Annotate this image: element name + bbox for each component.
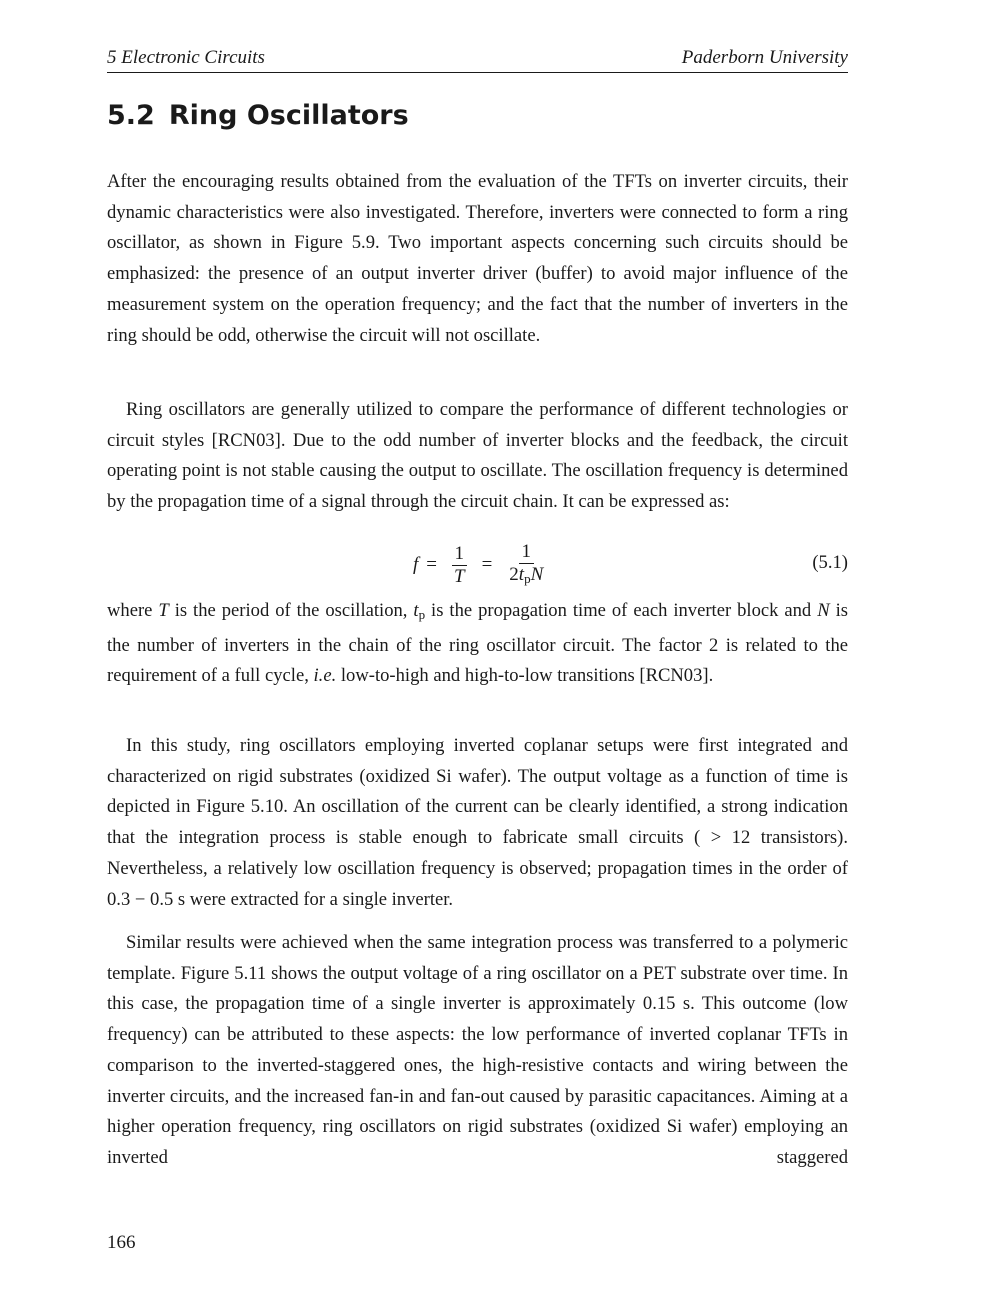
fraction-denominator: T [454, 565, 465, 587]
equation-body [413, 540, 552, 590]
paragraph-5: Similar results were achieved when the same integration process was transferred to a polymeric template. Figure 5.11 shows the output voltage of a ring oscillator on a PET substrate over time. In this case, the propagation time of a single inverter is approximately 0.15 s. This outcome (low frequency) can be attributed to these aspects: the low performance of inverted coplanar TFTs in comparison to the inverted-staggered ones, the high-resistive contacts and wiring between the inverter circuits, and the increased fan-in and fan-out caused by parasitic capacitances. Aiming at a higher operation frequency, ring oscillators on rigid substrates (oxidized Si wafer) employing an inverted staggered [107, 932, 848, 1168]
equation-5-1 [107, 540, 848, 590]
section-number: 5.2 [107, 100, 155, 131]
paragraph-2: Ring oscillators are generally utilized to compare the performance of different technologies or circuit styles [RCN03]. Due to the odd number of inverter blocks and the feedback, the circuit operating point is not stable causing the output to oscillate. The oscillation frequency is determined by the propagation time of a signal through the circuit chain. It can be expressed as: [107, 399, 848, 513]
fraction-numerator: 1 [452, 543, 468, 566]
equation-lhs: f [413, 554, 419, 575]
paragraph-4: In this study, ring oscillators employing inverted coplanar setups were first integrated and characterized on rigid substrates (oxidized Si wafer). The output voltage as a function of time is depicted in Figure 5.10. An oscillation of the current can be clearly identified, a strong indication that the integration process is stable enough to fabricate small circuits ( > 12 transistors). Nevertheless, a relatively low oscillation frequency is observed; propagation times in the order of 0.3 − 0.5 s were extracted for a single inverter. [107, 735, 848, 910]
paragraph-1: After the encouraging results obtained from the evaluation of the TFTs on inverter circuits, their dynamic characteristics were also investigated. Therefore, inverters were connected to form a ring oscillator, as shown in Figure 5.9. Two important aspects concerning such circuits should be emphasized: the presence of an output inverter driver (buffer) to avoid major influence of the measurement system on the operation frequency; and the fact that the number of inverters in the ring should be odd, otherwise the circuit will not oscillate. [107, 171, 848, 346]
symbol-n: N [817, 600, 830, 621]
fraction-one-over-t [451, 543, 468, 588]
symbol-t-prop: t [413, 600, 419, 621]
fraction-one-over-2tpn [506, 541, 546, 590]
text-run: where [107, 600, 159, 621]
text-run: low-to-high and high-to-low transitions [RCN03]. [336, 665, 714, 687]
fraction-numerator: 1 [519, 541, 535, 564]
denominator-t: t [518, 563, 525, 585]
text-run: is the number of inverters in the chain of the ring oscillator circuit. The factor 2 is related to the requirement of a full cycle, [107, 600, 848, 687]
symbol-subscript: p [418, 607, 426, 622]
fraction-denominator [506, 564, 546, 590]
symbol-t-period: T [158, 600, 169, 621]
abbrev-ie: i.e. [313, 665, 337, 687]
running-header [107, 46, 848, 73]
denominator-subscript: p [524, 570, 531, 586]
section-heading [107, 98, 409, 134]
text-run: is the propagation time of each inverter block and [425, 600, 818, 621]
equals-sign: = [481, 554, 493, 575]
paragraph-3 [107, 596, 848, 692]
header-chapter: 5 Electronic Circuits [107, 47, 265, 68]
header-institution: Paderborn University [681, 47, 848, 68]
equation-number: (5.1) [812, 552, 848, 573]
denominator-n: N [530, 563, 544, 585]
section-title: Ring Oscillators [168, 100, 409, 131]
denominator-coefficient: 2 [509, 563, 519, 585]
equals-sign: = [426, 554, 437, 575]
document-page [107, 0, 848, 1294]
text-run: is the period of the oscillation, [168, 600, 414, 621]
page-number: 166 [107, 1232, 136, 1253]
